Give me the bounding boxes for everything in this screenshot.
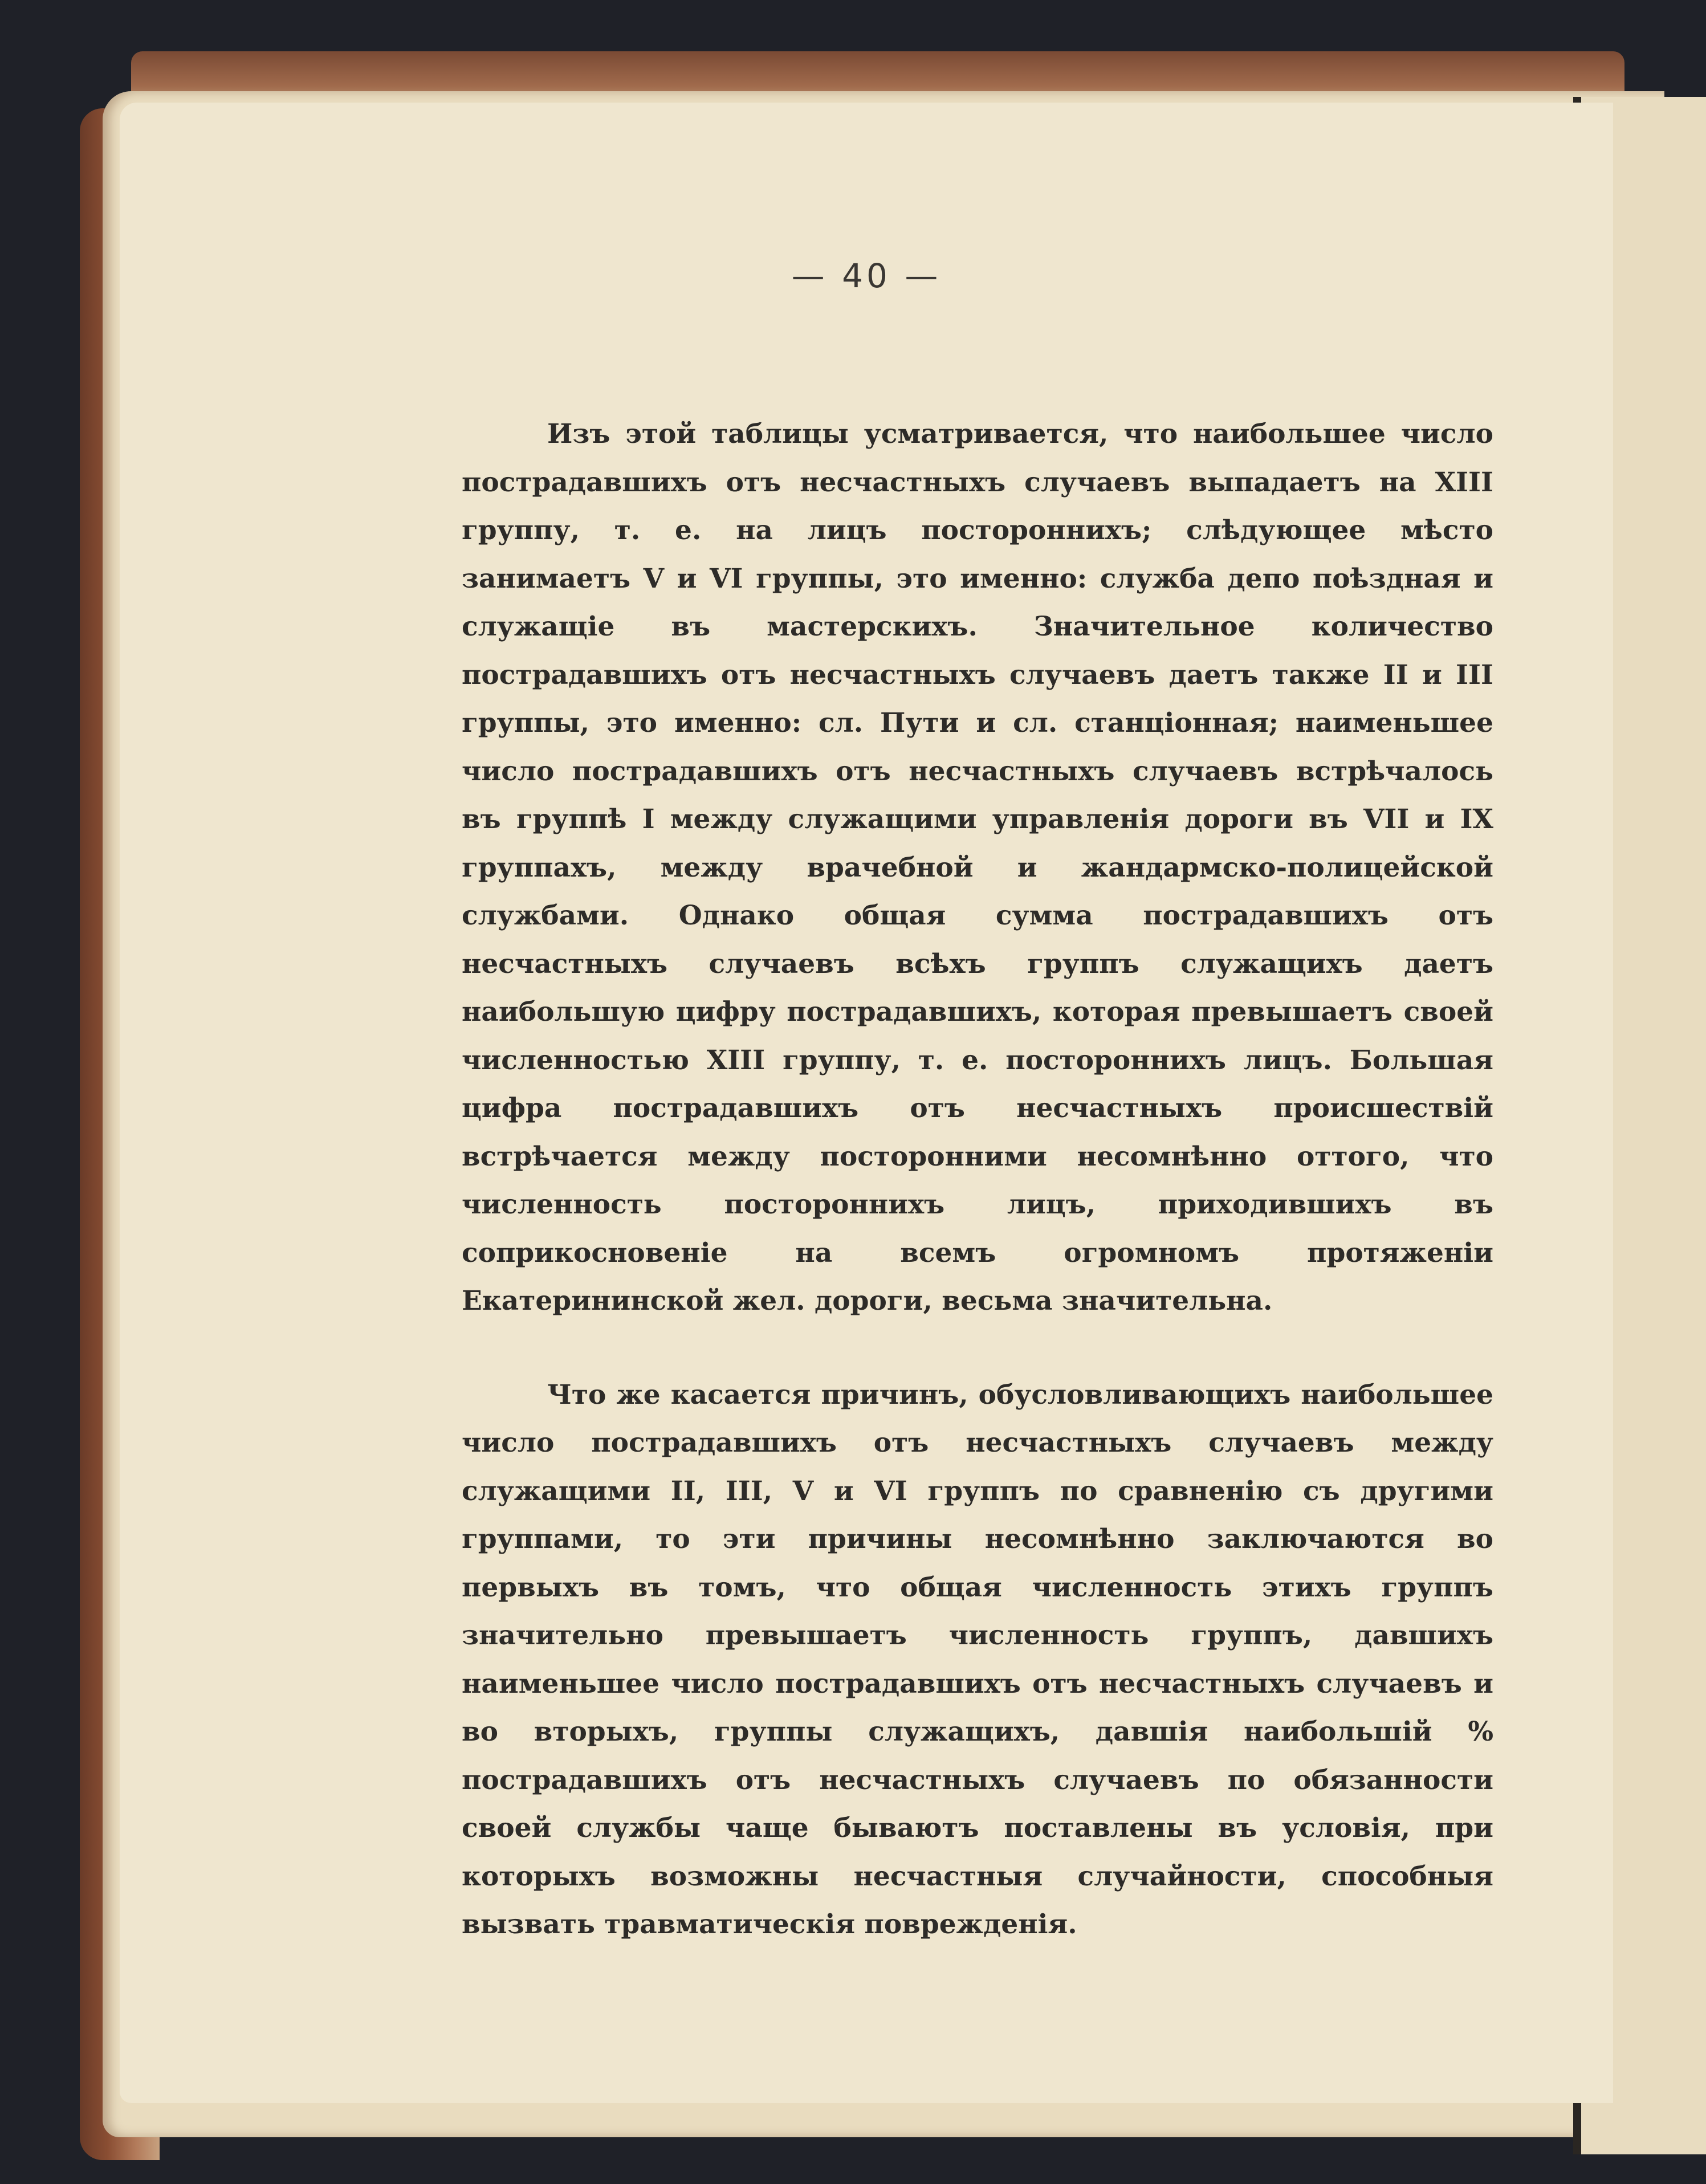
- page-number: — 40 —: [791, 256, 942, 295]
- paragraph: Изъ этой таблицы усматривается, что наибольшее число пострадавшихъ отъ несчастныхъ случаевъ выпадаетъ на XIII группу, т. е. на лицъ постороннихъ; слѣдующее мѣсто занимаетъ V и VI группы, это именно: служба депо поѣздная и служащіе въ мастерскихъ. Значительное количество пострадавшихъ отъ несчастныхъ случаевъ даетъ также II и III группы, это именно: сл. Пути и сл. станціонная; наименьшее число пострадавшихъ отъ несчастныхъ случаевъ встрѣчалось въ группѣ I между служащими управленія дороги въ VII и IX группахъ, между врачебной и жандармско-полицейской службами. Однако общая сумма пострадавшихъ отъ несчастныхъ случаевъ всѣхъ группъ служащихъ даетъ наибольшую цифру пострадавшихъ, которая превышаетъ своей численностью XIII группу, т. е. постороннихъ лицъ. Большая цифра пострадавшихъ отъ несчастныхъ происшествій встрѣчается между посторонними несомнѣнно оттого, что численность постороннихъ лицъ, приходившихъ въ соприкосновеніе на всемъ огромномъ протяженіи Екатерининской жел. дороги, весьма значительна.: [462, 418, 1493, 1317]
- page-text: [462, 410, 1493, 1949]
- book-page: [120, 103, 1613, 2103]
- paragraph: Что же касается причинъ, обусловливающихъ наибольшее число пострадавшихъ отъ несчастныхъ случаевъ между служащими II, III, V и VI группъ по сравненію съ другими группами, то эти причины несомнѣнно заключаются во первыхъ въ томъ, что общая численность этихъ группъ значительно превышаетъ численность группъ, давшихъ наименьшее число пострадавшихъ отъ несчастныхъ случаевъ и во вторыхъ, группы служащихъ, давшія наибольшій % пострадавшихъ отъ несчастныхъ случаевъ по обязанности своей службы чаще бываютъ поставлены въ условія, при которыхъ возможны несчастныя случайности, способныя вызвать травматическія поврежденія.: [462, 1379, 1493, 1940]
- book: [80, 85, 1706, 2149]
